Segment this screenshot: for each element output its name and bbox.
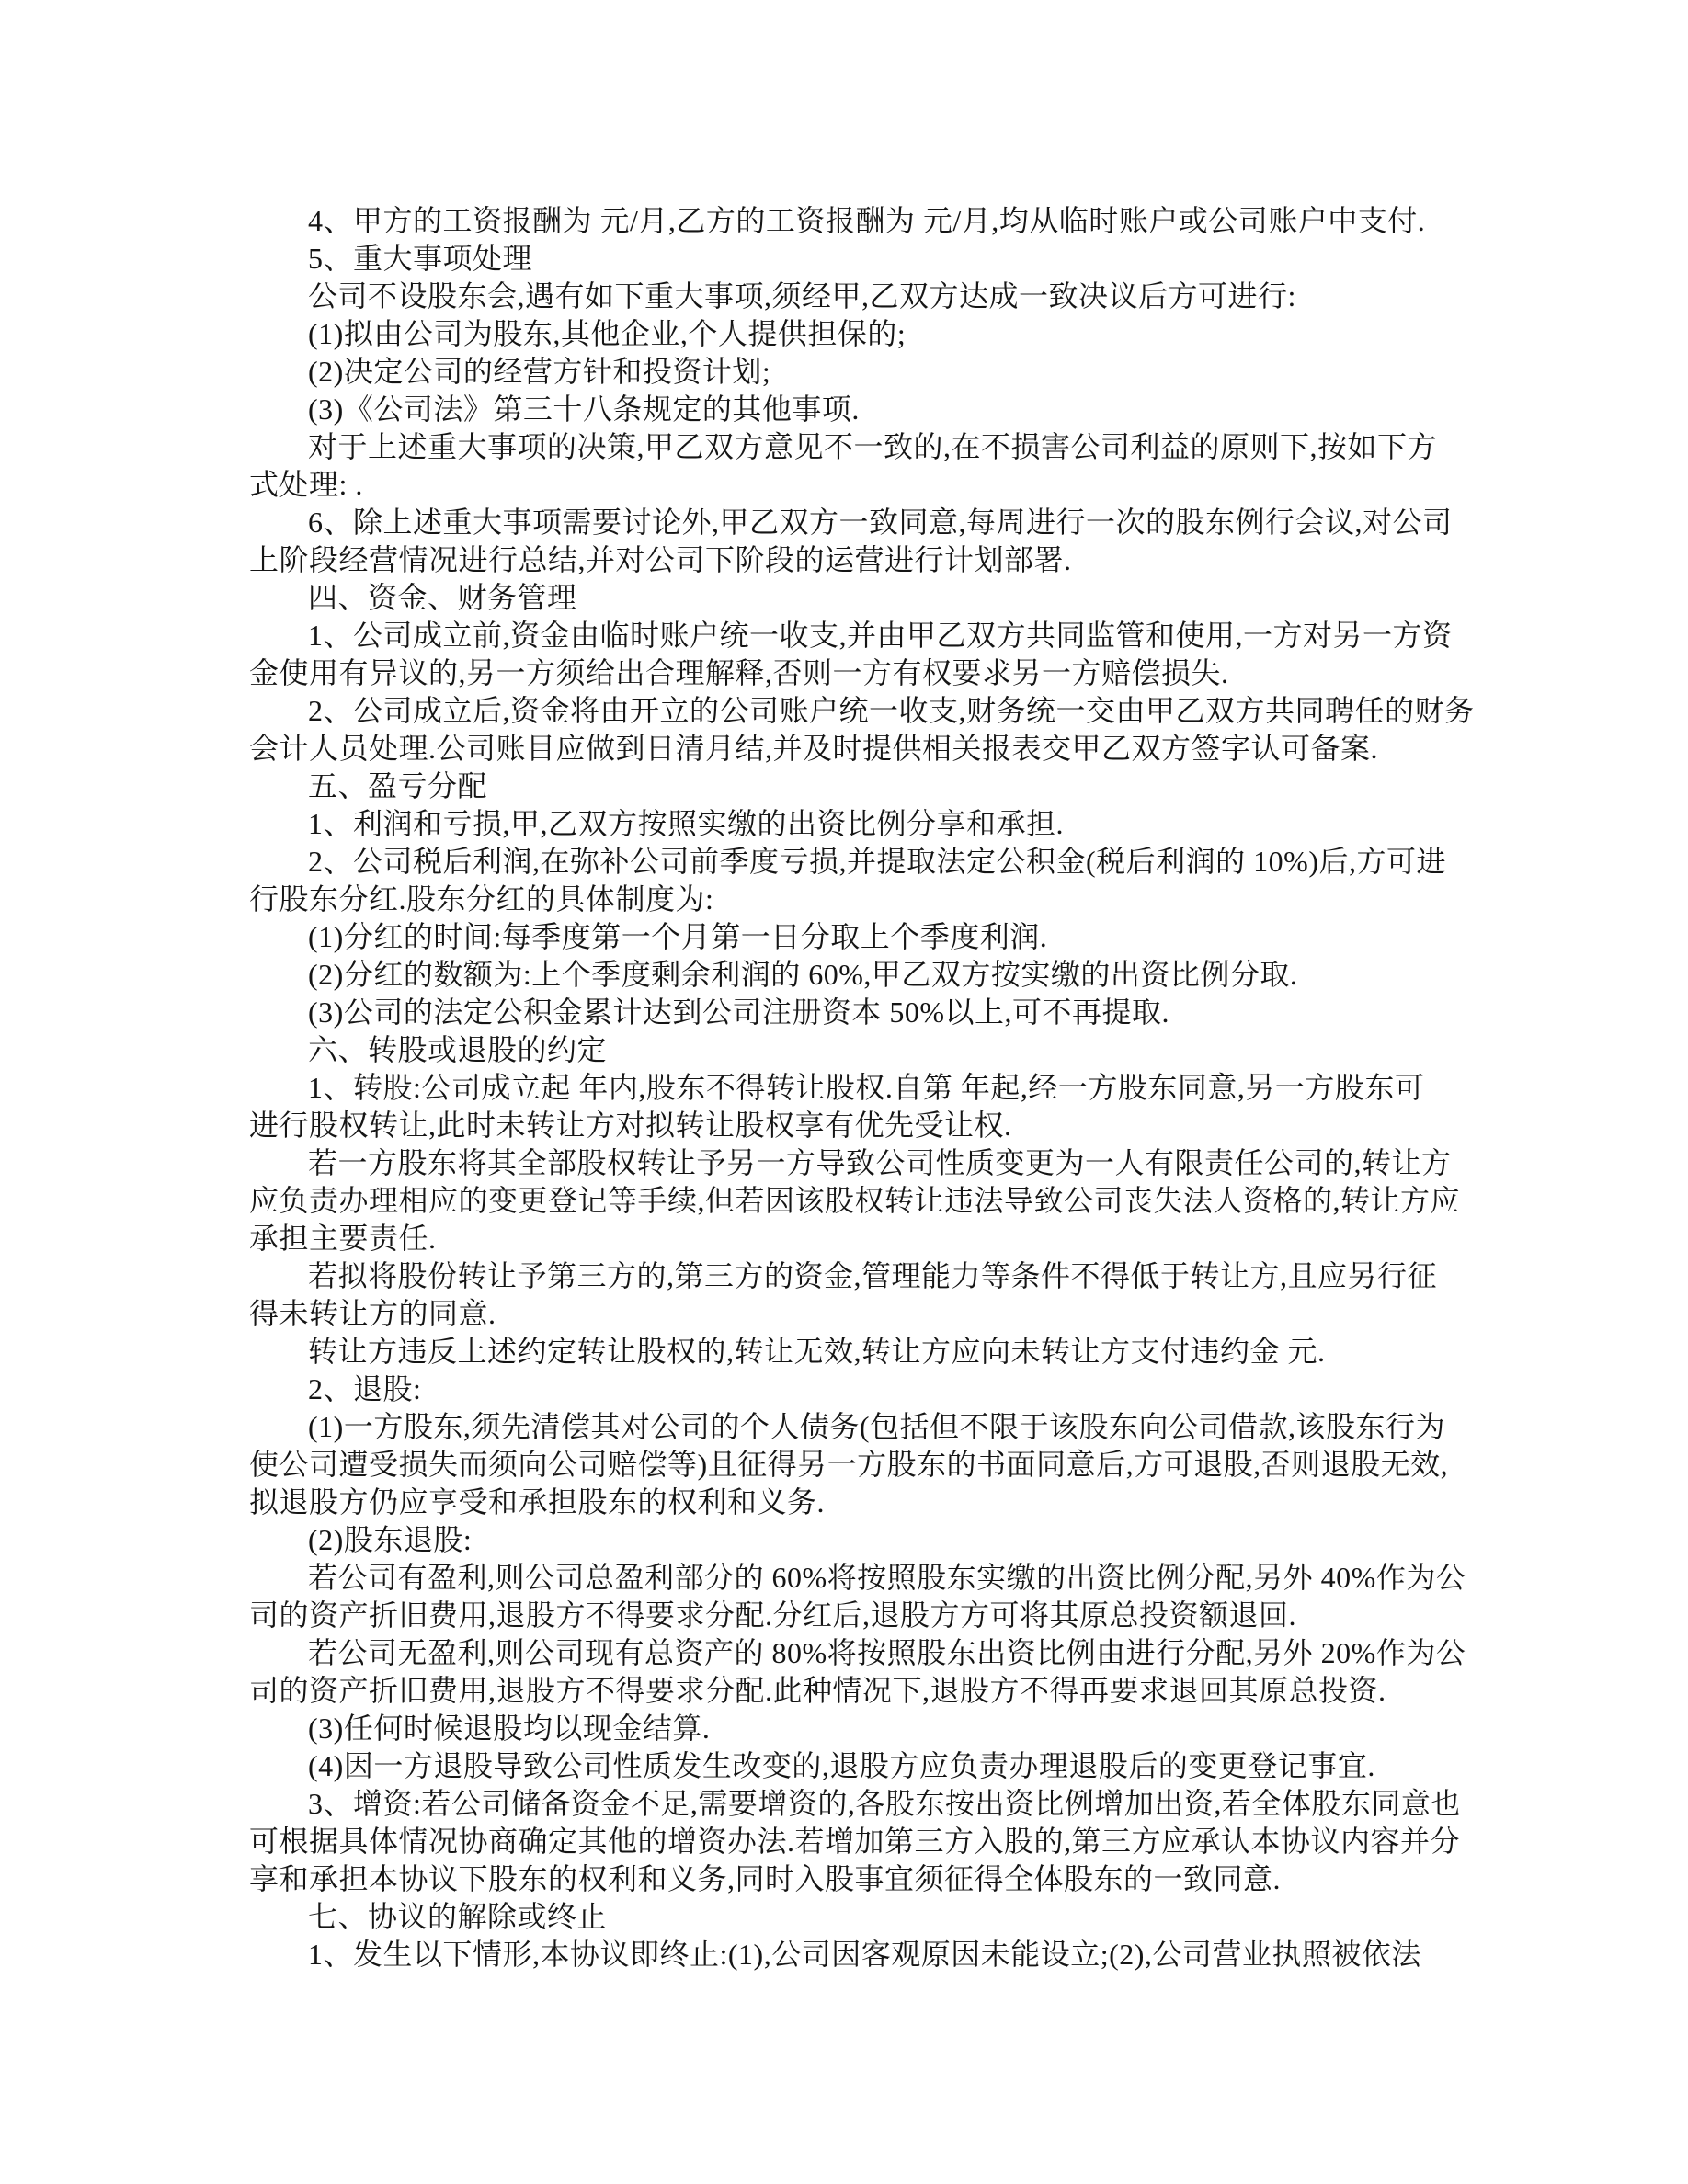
document-line: 1、发生以下情形,本协议即终止:(1),公司因客观原因未能设立;(2),公司营业执照被依法 (308, 1938, 1421, 1971)
document-line: 3、增资:若公司储备资金不足,需要增资的,各股东按出资比例增加出资,若全体股东同意也 (308, 1787, 1461, 1820)
document-line: 五、盈亏分配 (308, 769, 488, 802)
document-line: 拟退股方仍应享受和承担股东的权利和义务. (249, 1485, 826, 1519)
document-line: (1)拟由公司为股东,其他企业,个人提供担保的; (308, 317, 907, 350)
document-line: (3)任何时候退股均以现金结算. (308, 1712, 711, 1745)
document-line: 4、甲方的工资报酬为 元/月,乙方的工资报酬为 元/月,均从临时账户或公司账户中支付. (308, 204, 1426, 237)
document-line: 享和承担本协议下股东的权利和义务,同时入股事宜须征得全体股东的一致同意. (249, 1862, 1282, 1895)
document-line: 公司不设股东会,遇有如下重大事项,须经甲,乙双方达成一致决议后方可进行: (308, 279, 1296, 313)
document-line: 进行股权转让,此时未转让方对拟转让股权享有优先受让权. (249, 1109, 1012, 1142)
document-line: 得未转让方的同意. (249, 1297, 496, 1330)
document-line: 上阶段经营情况进行总结,并对公司下阶段的运营进行计划部署. (249, 543, 1072, 576)
document-line: 七、协议的解除或终止 (308, 1900, 608, 1933)
document-line: 四、资金、财务管理 (308, 581, 577, 614)
document-line: (2)分红的数额为:上个季度剩余利润的 60%,甲乙双方按实缴的出资比例分取. (308, 958, 1298, 991)
document-line: 1、转股:公司成立起 年内,股东不得转让股权.自第 年起,经一方股东同意,另一方股东可 (308, 1071, 1425, 1104)
document-line: 司的资产折旧费用,退股方不得要求分配.分红后,退股方方可将其原总投资额退回. (249, 1598, 1297, 1632)
document-line: 2、公司税后利润,在弥补公司前季度亏损,并提取法定公积金(税后利润的 10%)后,方可进 (308, 845, 1446, 878)
document-line: (2)决定公司的经营方针和投资计划; (308, 355, 771, 388)
document-line: 若公司无盈利,则公司现有总资产的 80%将按照股东出资比例由进行分配,另外 20%作为公 (308, 1636, 1466, 1669)
document-line: 对于上述重大事项的决策,甲乙双方意见不一致的,在不损害公司利益的原则下,按如下方 (308, 430, 1438, 463)
document-line: 司的资产折旧费用,退股方不得要求分配.此种情况下,退股方不得再要求退回其原总投资. (249, 1674, 1386, 1707)
document-line: 金使用有异议的,另一方须给出合理解释,否则一方有权要求另一方赔偿损失. (249, 656, 1229, 689)
document-line: 2、退股: (308, 1372, 422, 1405)
document-line: 1、公司成立前,资金由临时账户统一收支,并由甲乙双方共同监管和使用,一方对另一方资 (308, 619, 1453, 652)
document-line: 承担主要责任. (249, 1222, 437, 1255)
document-body (249, 202, 1475, 1974)
document-line: 5、重大事项处理 (308, 242, 533, 275)
document-line: (3)公司的法定公积金累计达到公司注册资本 50%以上,可不再提取. (308, 995, 1169, 1029)
document-line: 式处理: . (249, 468, 363, 501)
document-line: (1)分红的时间:每季度第一个月第一日分取上个季度利润. (308, 920, 1048, 953)
document-line: 若拟将股份转让予第三方的,第三方的资金,管理能力等条件不得低于转让方,且应另行征 (308, 1259, 1438, 1292)
document-line: 若一方股东将其全部股权转让予另一方导致公司性质变更为一人有限责任公司的,转让方 (308, 1146, 1452, 1179)
document-line: 使公司遭受损失而须向公司赔偿等)且征得另一方股东的书面同意后,方可退股,否则退股无效, (249, 1448, 1449, 1481)
document-line: 可根据具体情况协商确定其他的增资办法.若增加第三方入股的,第三方应承认本协议内容并分 (249, 1825, 1461, 1858)
document-line: (2)股东退股: (308, 1523, 473, 1556)
document-line: 6、除上述重大事项需要讨论外,甲乙双方一致同意,每周进行一次的股东例行会议,对公司 (308, 506, 1453, 539)
document-line: (4)因一方退股导致公司性质发生改变的,退股方应负责办理退股后的变更登记事宜. (308, 1749, 1375, 1782)
document-line: (3)《公司法》第三十八条规定的其他事项. (308, 392, 860, 426)
document-line: 2、公司成立后,资金将由开立的公司账户统一收支,财务统一交由甲乙双方共同聘任的财务 (308, 694, 1475, 727)
document-line: (1)一方股东,须先清偿其对公司的个人债务(包括但不限于该股东向公司借款,该股东行为 (308, 1410, 1445, 1443)
document-line: 转让方违反上述约定转让股权的,转让无效,转让方应向未转让方支付违约金 元. (308, 1335, 1326, 1368)
document-line: 1、利润和亏损,甲,乙双方按照实缴的出资比例分享和承担. (308, 807, 1065, 840)
document-line: 若公司有盈利,则公司总盈利部分的 60%将按照股东实缴的出资比例分配,另外 40%作为公 (308, 1561, 1466, 1594)
document-line: 应负责办理相应的变更登记等手续,但若因该股权转让违法导致公司丧失法人资格的,转让方应 (249, 1184, 1461, 1217)
document-line: 行股东分红.股东分红的具体制度为: (249, 882, 714, 916)
document-line: 会计人员处理.公司账目应做到日清月结,并及时提供相关报表交甲乙双方签字认可备案. (249, 732, 1379, 765)
document-line: 六、转股或退股的约定 (308, 1033, 608, 1066)
